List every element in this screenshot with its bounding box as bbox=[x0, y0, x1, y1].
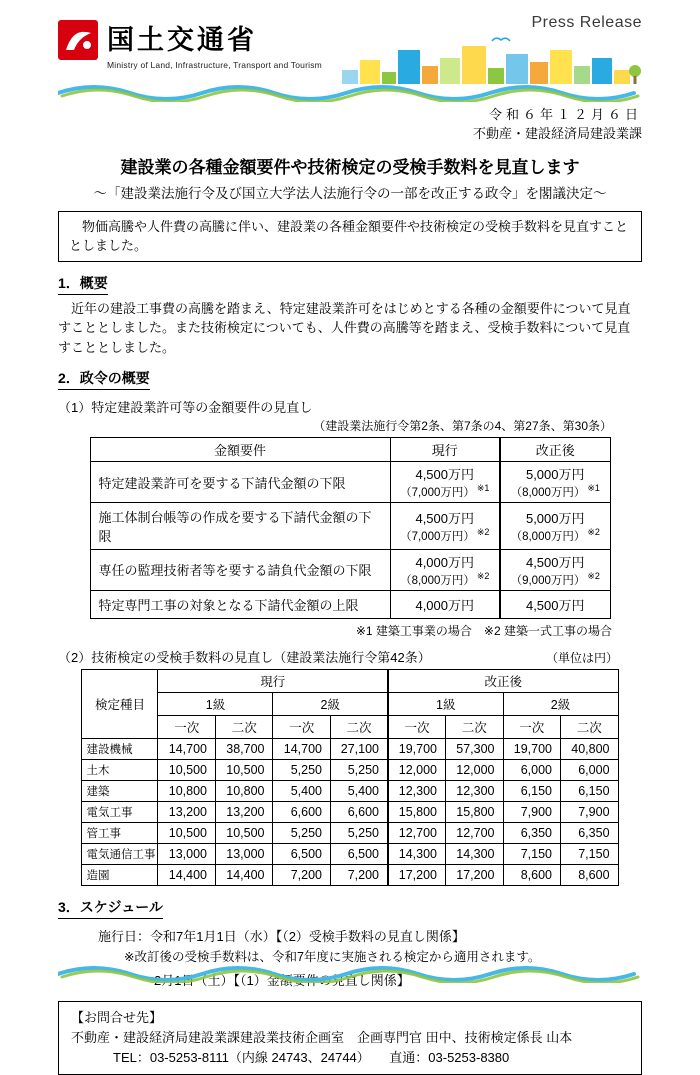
fee-cell: 7,200 bbox=[330, 864, 388, 885]
amount-row-label: 施工体制台帳等の作成を要する下請代金額の下限 bbox=[90, 503, 390, 550]
fee-cell: 6,500 bbox=[330, 843, 388, 864]
fee-cell: 27,100 bbox=[330, 738, 388, 759]
amount-current-sub: （7,000万円） $^{※2}$ bbox=[400, 527, 490, 543]
fee-header-grade2: 2級 bbox=[503, 692, 618, 715]
fee-cell: 14,700 bbox=[273, 738, 331, 759]
fee-cell: 7,900 bbox=[503, 801, 561, 822]
fee-cell: 6,500 bbox=[273, 843, 331, 864]
section1-heading: 1．概要 bbox=[58, 273, 108, 295]
fee-cell: 12,300 bbox=[446, 780, 504, 801]
fee-row bbox=[82, 864, 618, 885]
amount-row bbox=[90, 503, 610, 550]
amount-requirements-table bbox=[90, 437, 611, 619]
fee-cell: 6,150 bbox=[561, 780, 619, 801]
fee-row-label: 建築 bbox=[82, 780, 158, 801]
meta-block bbox=[58, 106, 642, 144]
amount-row bbox=[90, 550, 610, 591]
amount-header-current: 現行 bbox=[390, 438, 500, 462]
amount-current-sub: （7,000万円） $^{※1}$ bbox=[400, 483, 490, 500]
fee-row bbox=[82, 843, 618, 864]
amount-current-cell bbox=[390, 590, 500, 618]
agency-name-en: Ministry of Land, Infrastructure, Transport and Tourism bbox=[107, 60, 322, 70]
fee-cell: 7,200 bbox=[273, 864, 331, 885]
schedule-second-date: 2月1日（土）【（1）金額要件の見直し関係】 bbox=[154, 972, 410, 988]
fee-cell: 6,600 bbox=[273, 801, 331, 822]
mlit-logo-icon bbox=[58, 20, 98, 60]
amount-row-label: 特定建設業許可を要する下請代金額の下限 bbox=[90, 462, 390, 503]
summary-text: 物価高騰や人件費の高騰に伴い、建設業の各種金額要件や技術検定の受検手数料を見直すこととしました。 bbox=[69, 218, 629, 254]
amount-header-row bbox=[90, 438, 610, 462]
fee-cell: 6,350 bbox=[561, 822, 619, 843]
fee-row-label: 管工事 bbox=[82, 822, 158, 843]
contact-heading: 【お問合せ先】 bbox=[71, 1009, 163, 1025]
press-release-label: Press Release bbox=[531, 14, 642, 31]
amount-row bbox=[90, 462, 610, 503]
fee-cell: 14,300 bbox=[446, 843, 504, 864]
fee-cell: 5,250 bbox=[273, 822, 331, 843]
fee-cell: 12,700 bbox=[388, 822, 446, 843]
fee-cell: 14,400 bbox=[158, 864, 216, 885]
amount-current-main: 4,500万円 bbox=[415, 467, 475, 483]
fee-cell: 8,600 bbox=[503, 864, 561, 885]
fee-cell: 10,500 bbox=[158, 822, 216, 843]
fee-row bbox=[82, 780, 618, 801]
section-overview bbox=[58, 273, 642, 358]
fee-header-second: 二次 bbox=[330, 715, 388, 738]
fee-cell: 7,150 bbox=[503, 843, 561, 864]
amount-revised-cell bbox=[500, 550, 610, 591]
sub1-ref: （建設業法施行令第2条、第7条の4、第27条、第30条） bbox=[313, 419, 612, 434]
fee-cell: 14,300 bbox=[388, 843, 446, 864]
fee-cell: 5,250 bbox=[330, 822, 388, 843]
agency-block bbox=[107, 14, 322, 70]
amount-current-sub: （8,000万円） $^{※2}$ bbox=[400, 571, 490, 587]
fee-cell: 5,400 bbox=[273, 780, 331, 801]
fee-cell: 19,700 bbox=[388, 738, 446, 759]
amount-revised-main: 4,500万円 bbox=[525, 555, 585, 571]
fee-cell: 13,200 bbox=[215, 801, 273, 822]
cityscape-illustration bbox=[342, 36, 642, 84]
fee-cell: 13,000 bbox=[215, 843, 273, 864]
fee-cell: 14,700 bbox=[158, 738, 216, 759]
fee-cell: 10,800 bbox=[215, 780, 273, 801]
fee-cell: 15,800 bbox=[388, 801, 446, 822]
contact-line2: TEL：03-5253-8111（内線 24743、24744） 直通：03-5253-8380 bbox=[113, 1050, 510, 1066]
fee-header-second: 二次 bbox=[446, 715, 504, 738]
department: 不動産・建設経済局建設業課 bbox=[472, 125, 642, 141]
amount-revised-cell bbox=[500, 462, 610, 503]
section3-heading: 3．スケジュール bbox=[58, 897, 163, 919]
fee-header-grade2: 2級 bbox=[273, 692, 388, 715]
footnote-marker: ※2 bbox=[476, 571, 490, 582]
amount-revised-sub: （8,000万円） $^{※2}$ bbox=[510, 527, 600, 543]
amount-revised-cell bbox=[500, 590, 610, 618]
fee-cell: 19,700 bbox=[503, 738, 561, 759]
fee-row bbox=[82, 738, 618, 759]
fee-cell: 5,250 bbox=[273, 759, 331, 780]
amount-row-label: 専任の監理技術者等を要する請負代金額の下限 bbox=[90, 550, 390, 591]
amount-revised-main: 5,000万円 bbox=[525, 467, 585, 483]
header bbox=[58, 14, 642, 102]
amount-current-main: 4,500万円 bbox=[415, 511, 475, 527]
fee-cell: 40,800 bbox=[561, 738, 619, 759]
fee-header-second: 二次 bbox=[215, 715, 273, 738]
fee-row bbox=[82, 822, 618, 843]
fee-row-label: 電気工事 bbox=[82, 801, 158, 822]
unit-note: （単位は円） bbox=[545, 650, 618, 665]
contact-line1: 不動産・建設経済局建設業課建設業技術企画室 企画専門官 田中、技術検定係長 山本 bbox=[71, 1029, 573, 1045]
amount-header-revised: 改正後 bbox=[500, 438, 610, 462]
fee-cell: 57,300 bbox=[446, 738, 504, 759]
fee-header-first: 一次 bbox=[503, 715, 561, 738]
fee-cell: 13,200 bbox=[158, 801, 216, 822]
fee-header-first: 一次 bbox=[388, 715, 446, 738]
fee-header-grade1: 1級 bbox=[388, 692, 503, 715]
fee-cell: 10,500 bbox=[215, 822, 273, 843]
footnote-marker: ※2 bbox=[587, 527, 600, 538]
fee-cell: 7,900 bbox=[561, 801, 619, 822]
sub2-title: （2）技術検定の受検手数料の見直し（建設業法施行令第42条） bbox=[58, 649, 431, 665]
fee-header-row-2 bbox=[82, 692, 618, 715]
fee-cell: 10,800 bbox=[158, 780, 216, 801]
fee-cell: 10,500 bbox=[215, 759, 273, 780]
fee-row-label: 電気通信工事 bbox=[82, 843, 158, 864]
fee-cell: 5,250 bbox=[330, 759, 388, 780]
fee-header-row-3 bbox=[82, 715, 618, 738]
fee-cell: 8,600 bbox=[561, 864, 619, 885]
fee-cell: 17,200 bbox=[388, 864, 446, 885]
section2-heading: 2．政令の概要 bbox=[58, 368, 150, 390]
fee-cell: 10,500 bbox=[158, 759, 216, 780]
agency-name: 国土交通省 bbox=[107, 25, 257, 55]
amount-current-cell bbox=[390, 550, 500, 591]
amount-header-label: 金額要件 bbox=[90, 438, 390, 462]
sub2-title-row bbox=[58, 647, 642, 666]
fee-cell: 6,600 bbox=[330, 801, 388, 822]
document-title: 建設業の各種金額要件や技術検定の受検手数料を見直します bbox=[120, 157, 580, 177]
amount-row bbox=[90, 590, 610, 618]
fee-row-label: 土木 bbox=[82, 759, 158, 780]
wave-divider-top bbox=[58, 80, 642, 102]
fee-cell: 17,200 bbox=[446, 864, 504, 885]
fee-header-first: 一次 bbox=[273, 715, 331, 738]
amount-row-label: 特定専門工事の対象となる下請代金額の上限 bbox=[90, 590, 390, 618]
fee-cell: 12,000 bbox=[388, 759, 446, 780]
footnote-marker: ※2 bbox=[476, 527, 490, 538]
amount-revised-cell bbox=[500, 503, 610, 550]
fee-header-first: 一次 bbox=[158, 715, 216, 738]
schedule-note: ※改訂後の受検手数料は、令和7年度に実施される検定から適用されます。 bbox=[124, 949, 541, 964]
summary-box bbox=[58, 211, 642, 262]
fee-cell: 7,150 bbox=[561, 843, 619, 864]
amount-revised-main: 4,500万円 bbox=[525, 597, 585, 613]
fee-cell: 6,150 bbox=[503, 780, 561, 801]
schedule-effective-date: 施行日：令和7年1月1日（水）【（2）受検手数料の見直し関係】 bbox=[98, 928, 465, 944]
fee-row-label: 造園 bbox=[82, 864, 158, 885]
amount-revised-main: 5,000万円 bbox=[525, 511, 585, 527]
fee-row bbox=[82, 801, 618, 822]
fee-cell: 14,400 bbox=[215, 864, 273, 885]
release-date: 令和６年１２月６日 bbox=[488, 107, 642, 122]
fee-header-current: 現行 bbox=[158, 669, 388, 692]
amount-current-cell bbox=[390, 462, 500, 503]
exam-fee-table bbox=[81, 669, 618, 886]
amount-revised-sub: （8,000万円） $^{※1}$ bbox=[510, 483, 600, 500]
footnote-marker: ※1 bbox=[587, 483, 600, 494]
fee-header-second: 二次 bbox=[561, 715, 619, 738]
fee-row bbox=[82, 759, 618, 780]
fee-cell: 6,000 bbox=[503, 759, 561, 780]
document-subtitle: ～「建設業法施行令及び国立大学法人法施行令の一部を改正する政令」を閣議決定～ bbox=[93, 185, 607, 201]
fee-cell: 12,000 bbox=[446, 759, 504, 780]
fee-cell: 13,000 bbox=[158, 843, 216, 864]
fee-cell: 15,800 bbox=[446, 801, 504, 822]
sub1-title: （1）特定建設業許可等の金額要件の見直し bbox=[58, 400, 313, 416]
footnote-marker: ※2 bbox=[587, 571, 600, 582]
wave-divider-bottom bbox=[58, 961, 642, 983]
tree-icon bbox=[629, 65, 641, 77]
fee-row-label: 建設機械 bbox=[82, 738, 158, 759]
amount-revised-sub: （9,000万円） $^{※2}$ bbox=[510, 571, 600, 587]
amount-current-cell bbox=[390, 503, 500, 550]
fee-cell: 6,350 bbox=[503, 822, 561, 843]
fee-header-revised: 改正後 bbox=[388, 669, 618, 692]
fee-cell: 6,000 bbox=[561, 759, 619, 780]
bird-icon bbox=[492, 38, 510, 41]
fee-header-grade1: 1級 bbox=[158, 692, 273, 715]
section-cabinet-order bbox=[58, 368, 642, 886]
fee-header-row-1 bbox=[82, 669, 618, 692]
fee-cell: 38,700 bbox=[215, 738, 273, 759]
amount-table-footnote: ※1 建築工事業の場合 ※2 建築一式工事の場合 bbox=[355, 623, 612, 638]
fee-cell: 5,400 bbox=[330, 780, 388, 801]
fee-cell: 12,700 bbox=[446, 822, 504, 843]
contact-box bbox=[58, 1001, 642, 1075]
fee-header-item: 検定種目 bbox=[82, 669, 158, 738]
fee-cell: 12,300 bbox=[388, 780, 446, 801]
footnote-marker: ※1 bbox=[476, 483, 490, 494]
section1-body: 近年の建設工事費の高騰を踏まえ、特定建設業許可をはじめとする各種の金額要件について見直すこととしました。また技術検定についても、人件費の高騰等を踏まえ、受検手数料について見直すこととしました。 bbox=[58, 300, 631, 355]
amount-current-main: 4,000万円 bbox=[415, 555, 475, 571]
amount-current-main: 4,000万円 bbox=[415, 597, 475, 613]
